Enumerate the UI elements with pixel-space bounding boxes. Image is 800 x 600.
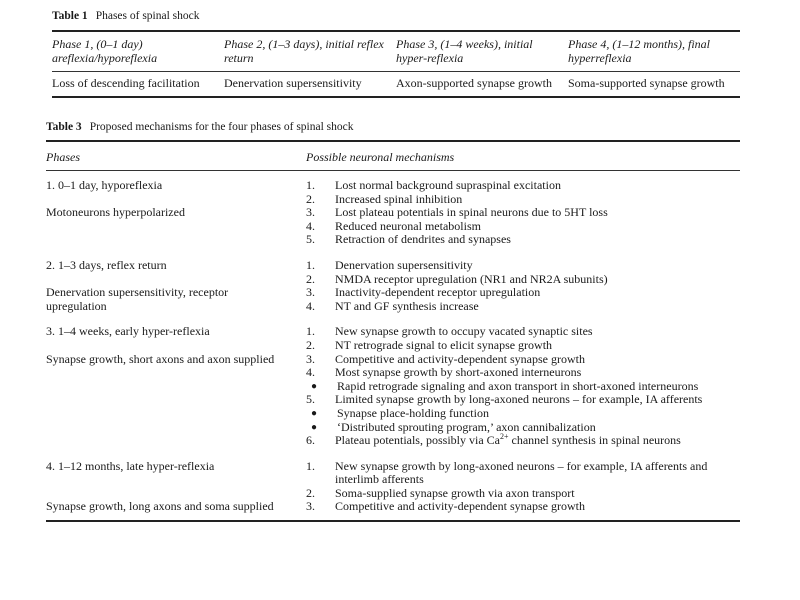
table3-label: Table 3 (46, 121, 82, 133)
mechanism-item (306, 300, 740, 314)
mechanism-item (306, 206, 740, 220)
table3-caption (46, 121, 354, 133)
mechanism-item (306, 286, 740, 300)
item-number: 4. (306, 298, 315, 313)
mechanism-item (306, 339, 740, 353)
phase-section (46, 171, 740, 253)
item-text: Competitive and activity-dependent synapse growth (335, 351, 585, 366)
item-number: 2. (306, 337, 315, 352)
item-text: New synapse growth by long-axoned neurons – for example, IA afferents and interlimb afferents (335, 458, 708, 487)
mechanism-item (306, 393, 740, 407)
mechanism-item (306, 273, 740, 287)
mechanism-item (306, 259, 740, 273)
mechanism-item (306, 220, 740, 234)
bullet-text: ‘Distributed sprouting program,’ axon cannibalization (337, 419, 596, 434)
phase-label: 1. 0–1 day, hyporeflexia (46, 178, 163, 192)
item-text: Denervation supersensitivity (335, 257, 473, 272)
item-number: 5. (306, 392, 315, 407)
phase-label: 4. 1–12 months, late hyper-reflexia (46, 458, 215, 473)
item-text: Reduced neuronal metabolism (335, 218, 481, 233)
mechanism-item (306, 179, 740, 193)
item-text: Retraction of dendrites and synapses (335, 232, 511, 247)
mechanism-item (306, 193, 740, 207)
mechanism-item (306, 325, 740, 339)
table1-cell: Axon-supported synapse growth (396, 76, 552, 90)
mechanism-item (306, 434, 740, 448)
phase-section (46, 319, 740, 453)
phase-description: Motoneurons hyperpolarized (46, 205, 185, 220)
table1-cell: Soma-supported synapse growth (568, 76, 725, 90)
item-number: 5. (306, 232, 315, 247)
phases-header: Phases (46, 150, 80, 164)
item-text: Limited synapse growth by long-axoned neurons – for example, IA afferents (335, 392, 703, 407)
mechanism-item (306, 366, 740, 380)
mechanism-item (306, 460, 740, 487)
table3-header-row (46, 142, 740, 170)
table3-title: Proposed mechanisms for the four phases of spinal shock (89, 121, 354, 133)
phase-description: Synapse growth, short axons and axon supplied (46, 351, 275, 366)
item-number: 2. (306, 191, 315, 206)
table1-header: Phase 3, (1–4 weeks), initial hyper-reflexia (396, 37, 533, 65)
table1-title: Phases of spinal shock (95, 10, 200, 22)
item-number: 3. (306, 499, 315, 514)
phase-section (46, 253, 740, 319)
phase-description: Synapse growth, long axons and soma supplied (46, 499, 274, 514)
table1-label: Table 1 (52, 10, 88, 22)
bullet-icon: ● (311, 407, 318, 419)
item-text-cont: channel synthesis in spinal neurons (508, 433, 681, 448)
phase-label: 2. 1–3 days, reflex return (46, 257, 167, 272)
table1-header: Phase 2, (1–3 days), initial reflex return (224, 37, 384, 65)
mechanism-item (306, 353, 740, 367)
item-number: 6. (306, 433, 315, 448)
bullet-text: Synapse place-holding function (337, 405, 489, 420)
bullet-item (306, 407, 740, 421)
item-text: Most synapse growth by short-axoned interneurons (335, 365, 582, 380)
table1-cell: Denervation supersensitivity (224, 76, 362, 90)
item-number: 1. (306, 178, 315, 192)
item-number: 1. (306, 458, 315, 473)
table1 (52, 30, 740, 98)
item-number: 3. (306, 351, 315, 366)
superscript: 2+ (499, 432, 509, 442)
phase-section (46, 454, 740, 520)
table1-header: Phase 1, (0–1 day) areflexia/hyporeflexia (52, 37, 158, 65)
table3 (46, 140, 740, 522)
item-text: Increased spinal inhibition (335, 191, 463, 206)
item-number: 2. (306, 485, 315, 500)
item-number: 3. (306, 205, 315, 220)
item-text: Lost normal background supraspinal excitation (335, 178, 561, 192)
table1-caption (52, 10, 200, 22)
item-text: NT retrograde signal to elicit synapse growth (335, 337, 553, 352)
mechanism-item (306, 487, 740, 501)
item-text: NMDA receptor upregulation (NR1 and NR2A subunits) (335, 271, 608, 286)
item-text: Plateau potentials, possibly via Ca (335, 433, 500, 448)
bullet-icon: ● (311, 380, 318, 392)
item-text: Soma-supplied synapse growth via axon transport (335, 485, 575, 500)
mechanism-item (306, 233, 740, 247)
mechanism-item (306, 500, 740, 514)
item-number: 4. (306, 365, 315, 380)
item-number: 4. (306, 218, 315, 233)
item-text: Competitive and activity-dependent synapse growth (335, 499, 585, 514)
bullet-item (306, 380, 740, 394)
table1-row (52, 72, 740, 96)
item-text: Inactivity-dependent receptor upregulation (335, 285, 541, 300)
phase-label: 3. 1–4 weeks, early hyper-reflexia (46, 324, 210, 339)
item-number: 1. (306, 257, 315, 272)
mechanisms-header: Possible neuronal mechanisms (306, 150, 455, 164)
bullet-text: Rapid retrograde signaling and axon transport in short-axoned interneurons (337, 378, 699, 393)
item-number: 1. (306, 324, 315, 339)
item-number: 2. (306, 271, 315, 286)
table1-header: Phase 4, (1–12 months), final hyperreflexia (568, 37, 710, 65)
item-text: New synapse growth to occupy vacated synaptic sites (335, 324, 593, 339)
item-number: 3. (306, 285, 315, 300)
item-text: NT and GF synthesis increase (335, 298, 479, 313)
phase-description: Denervation supersensitivity, receptor upregulation (46, 285, 229, 313)
table1-header-row (52, 32, 740, 71)
table1-cell: Loss of descending facilitation (52, 76, 200, 90)
item-text: Lost plateau potentials in spinal neurons due to 5HT loss (335, 205, 608, 220)
bullet-icon: ● (311, 421, 318, 433)
